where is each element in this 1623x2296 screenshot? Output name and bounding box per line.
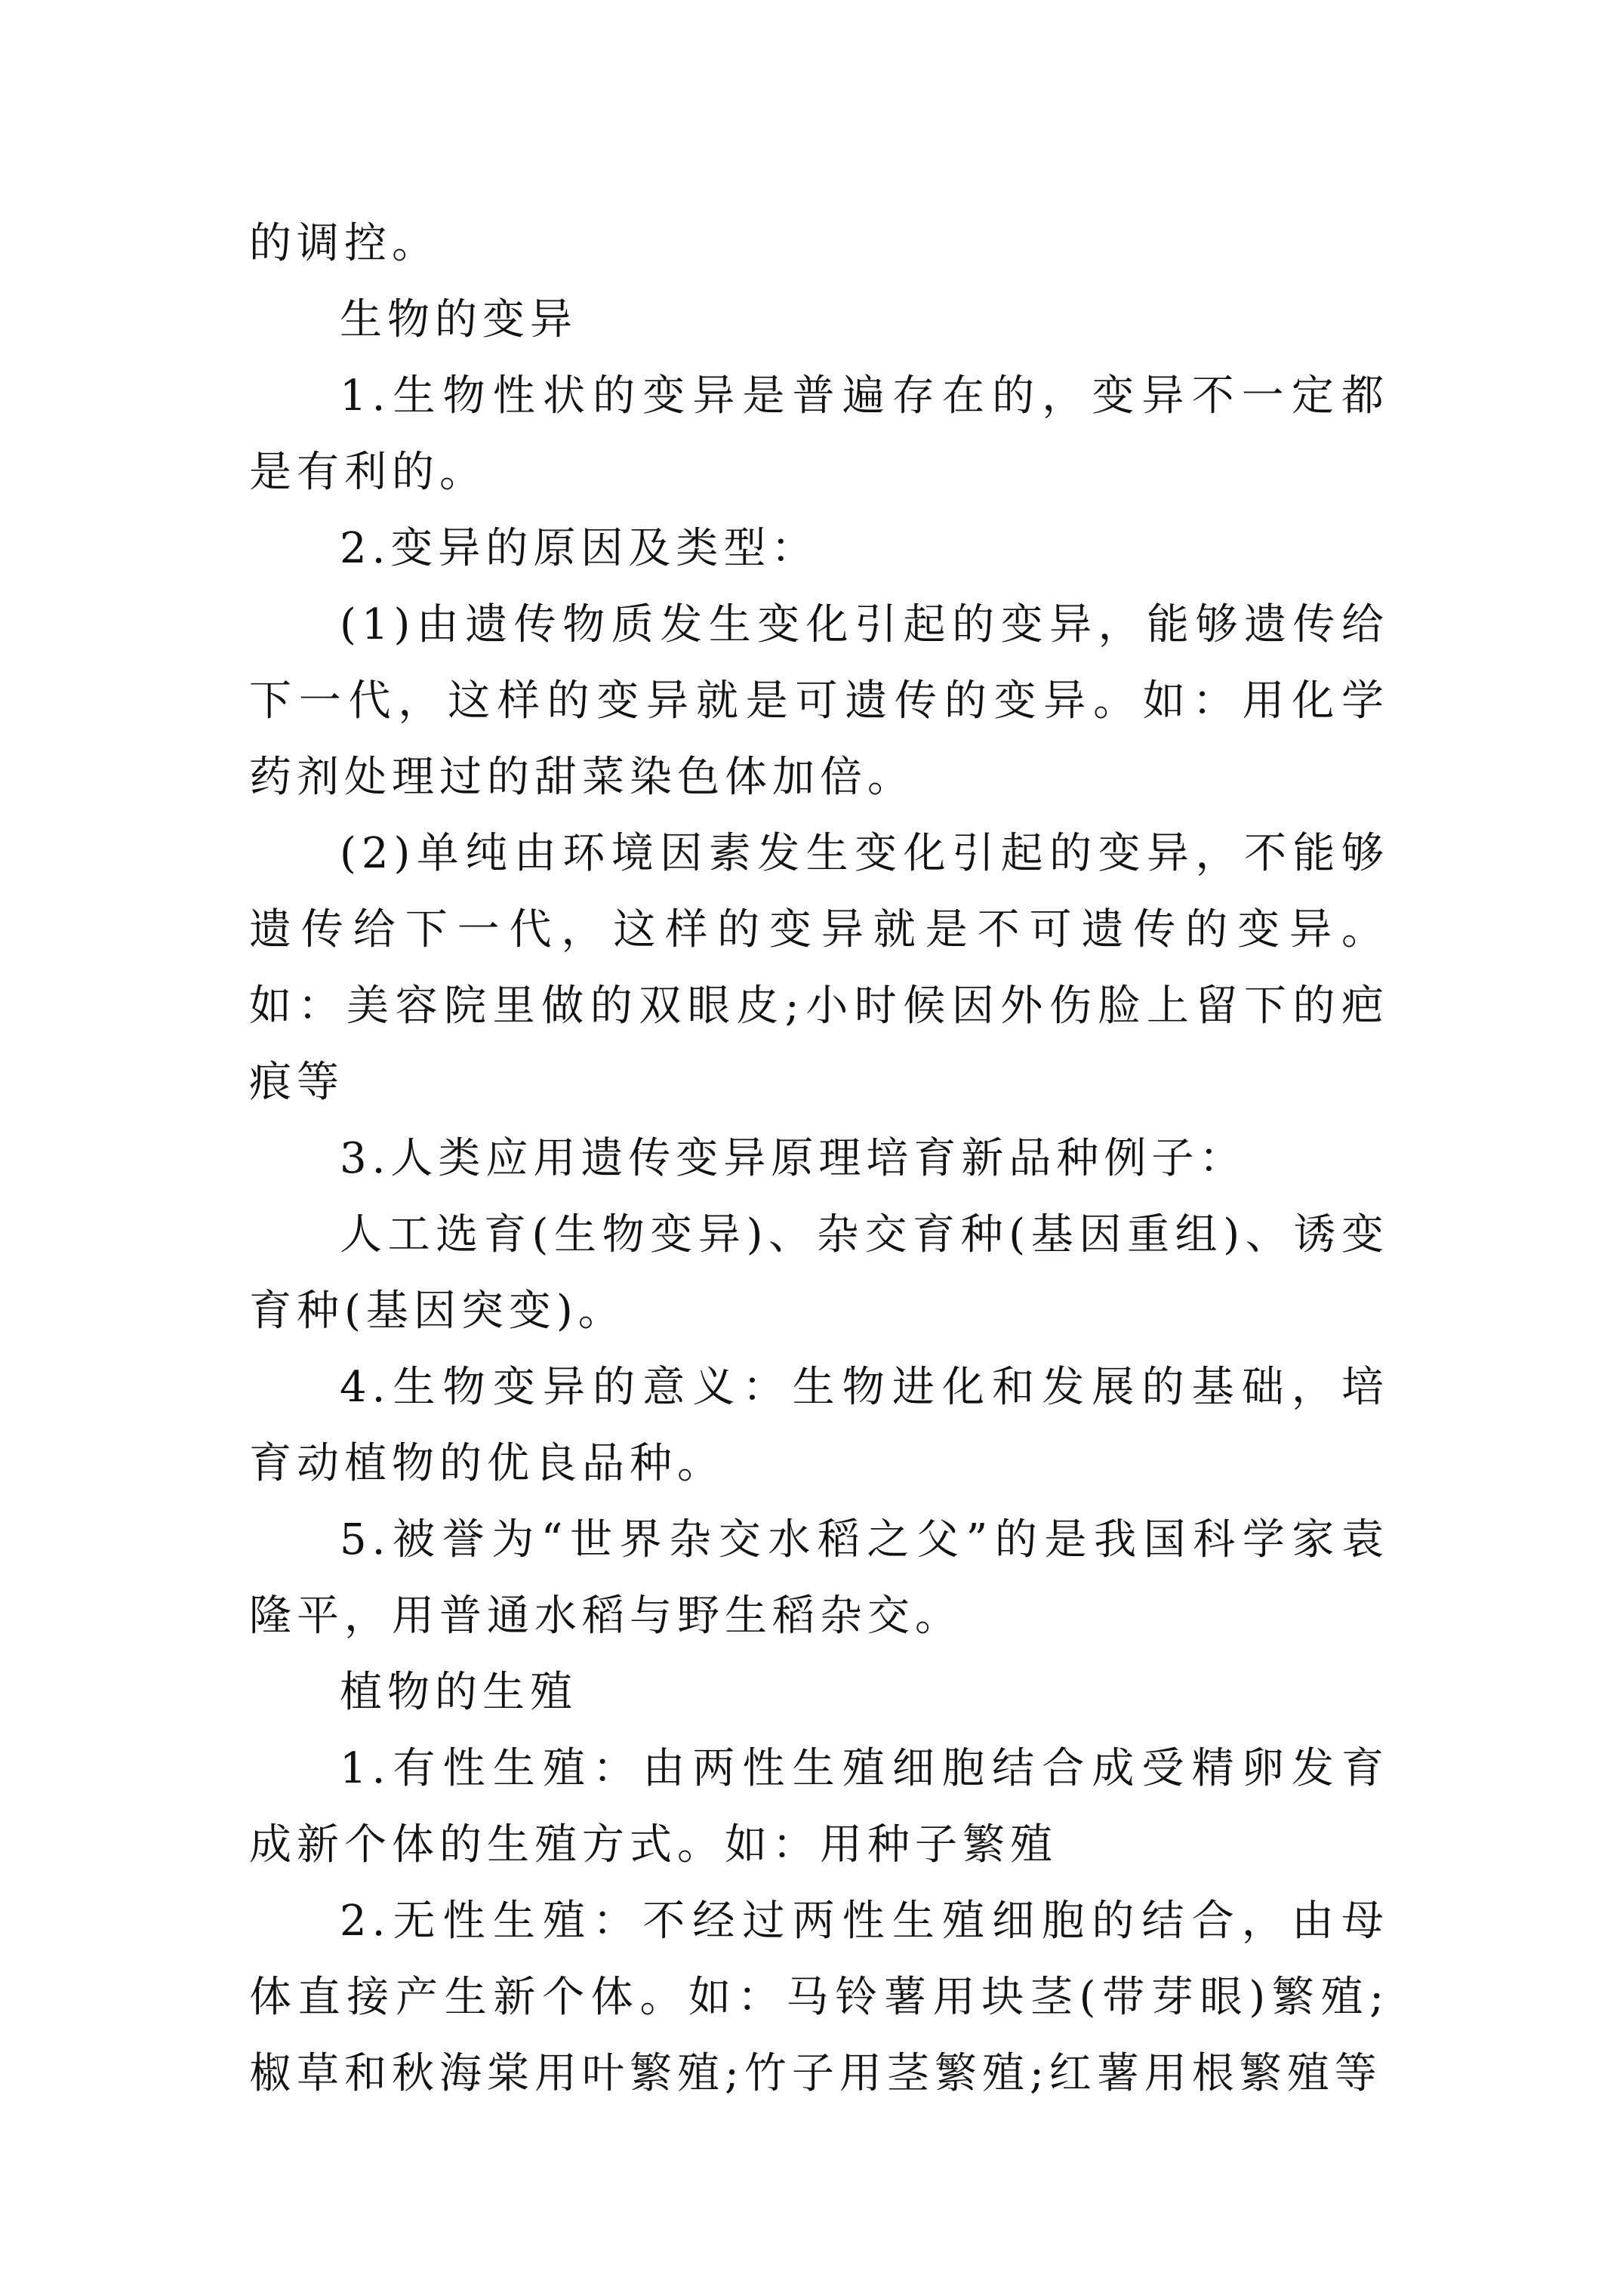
section-heading-reproduction: 植物的生殖 [340, 1668, 577, 1717]
paragraph-item-4: 4.生物变异的意义：生物进化和发展的基础，培育动植物的优良品种。 [249, 1363, 1389, 1488]
document-body [249, 205, 1389, 2112]
paragraph-repro-2: 2.无性生殖：不经过两性生殖细胞的结合，由母体直接产生新个体。如：马铃薯用块茎(带芽眼)繁殖;椒草和秋海棠用叶繁殖;竹子用茎繁殖;红薯用根繁殖等 [249, 1897, 1390, 2098]
paragraph-item-3-detail: 人工选育(生物变异)、杂交育种(基因重组)、诱变育种(基因突变)。 [249, 1210, 1389, 1336]
paragraph-item-2-2: (2)单纯由环境因素发生变化引起的变异，不能够遗传给下一代，这样的变异就是不可遗传的变异。如：美容院里做的双眼皮;小时候因外伤脸上留下的疤痕等 [249, 829, 1389, 1107]
paragraph-item-2: 2.变异的原因及类型： [340, 524, 819, 573]
paragraph-continuation: 的调控。 [249, 219, 439, 268]
paragraph-repro-1: 1.有性生殖：由两性生殖细胞结合成受精卵发育成新个体的生殖方式。如：用种子繁殖 [249, 1744, 1389, 1869]
paragraph-item-1: 1.生物性状的变异是普遍存在的，变异不一定都是有利的。 [249, 371, 1389, 497]
paragraph-item-3: 3.人类应用遗传变异原理培育新品种例子： [340, 1134, 1247, 1183]
paragraph-item-2-1: (1)由遗传物质发生变化引起的变异，能够遗传给下一代，这样的变异就是可遗传的变异。如：用化学药剂处理过的甜菜染色体加倍。 [249, 600, 1389, 802]
section-heading-variation: 生物的变异 [340, 295, 577, 344]
paragraph-item-5: 5.被誉为“世界杂交水稻之父”的是我国科学家袁隆平，用普通水稻与野生稻杂交。 [249, 1515, 1389, 1641]
